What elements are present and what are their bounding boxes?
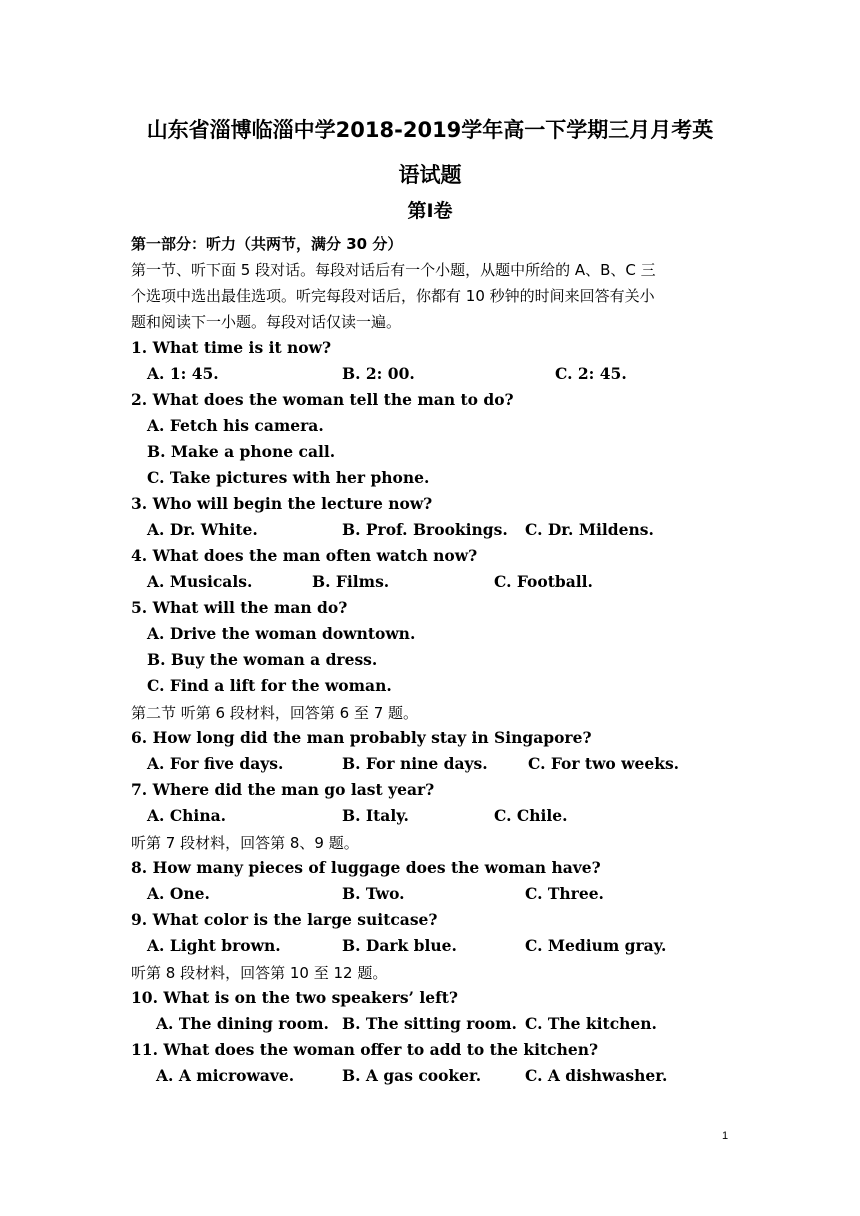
option-a: A. Light brown.	[147, 936, 281, 955]
question-text: 6. How long did the man probably stay in Singapore?	[131, 728, 592, 747]
option-b: B. For nine days.	[342, 754, 488, 773]
volume-heading: 第Ⅰ卷	[407, 200, 453, 222]
page-number: 1	[722, 1130, 729, 1142]
option-a: A. One.	[147, 884, 210, 903]
question-text: 4. What does the man often watch now?	[131, 546, 478, 565]
question-text: 7. Where did the man go last year?	[131, 780, 435, 799]
part-heading: 第一部分：听力（共两节，满分 30 分）	[131, 235, 403, 253]
option-b: B. Two.	[342, 884, 405, 903]
option-a: A. The dining room.	[156, 1014, 329, 1033]
option-b: B. Buy the woman a dress.	[147, 650, 378, 669]
question-text: 11. What does the woman offer to add to the kitchen?	[131, 1040, 599, 1059]
option-c: C. A dishwasher.	[525, 1066, 668, 1085]
option-c: C. Dr. Mildens.	[525, 520, 654, 539]
question-text: 9. What color is the large suitcase?	[131, 910, 438, 929]
option-b: B. A gas cooker.	[342, 1066, 482, 1085]
option-b: B. Italy.	[342, 806, 409, 825]
option-b: B. 2: 00.	[342, 364, 415, 383]
option-a: A. China.	[147, 806, 227, 825]
option-b: B. The sitting room.	[342, 1014, 517, 1033]
exam-title: 山东省淄博临淄中学2018-2019学年高一下学期三月月考英	[146, 118, 714, 142]
section-instructions: 个选项中选出最佳选项。听完每段对话后，你都有 10 秒钟的时间来回答有关小	[131, 287, 655, 305]
option-c: C. Medium gray.	[525, 936, 667, 955]
question-text: 1. What time is it now?	[131, 338, 332, 357]
question-text: 10. What is on the two speakers’ left?	[131, 988, 458, 1007]
question-text: 5. What will the man do?	[131, 598, 348, 617]
option-c: C. Chile.	[494, 806, 568, 825]
option-a: A. Drive the woman downtown.	[147, 624, 416, 643]
option-b: B. Make a phone call.	[147, 442, 336, 461]
option-a: A. Fetch his camera.	[147, 416, 324, 435]
option-a: A. Dr. White.	[147, 520, 258, 539]
option-b: B. Dark blue.	[342, 936, 457, 955]
option-c: C. Find a lift for the woman.	[147, 676, 392, 695]
option-b: B. Prof. Brookings.	[342, 520, 508, 539]
section-instructions: 听第 8 段材料，回答第 10 至 12 题。	[131, 964, 388, 982]
option-a: A. For five days.	[147, 754, 284, 773]
option-c: C. Three.	[525, 884, 604, 903]
option-a: A. 1: 45.	[147, 364, 219, 383]
exam-title-continued: 语试题	[398, 163, 462, 187]
option-c: C. For two weeks.	[528, 754, 680, 773]
option-c: C. 2: 45.	[555, 364, 627, 383]
section-instructions: 第一节、听下面 5 段对话。每段对话后有一个小题，从题中所给的 A、B、C 三	[131, 261, 656, 279]
question-text: 3. Who will begin the lecture now?	[131, 494, 433, 513]
question-text: 8. How many pieces of luggage does the woman have?	[131, 858, 601, 877]
section-instructions: 题和阅读下一小题。每段对话仅读一遍。	[131, 313, 402, 331]
section-instructions: 第二节 听第 6 段材料，回答第 6 至 7 题。	[131, 704, 419, 722]
option-c: C. Football.	[494, 572, 593, 591]
question-text: 2. What does the woman tell the man to do?	[131, 390, 514, 409]
section-instructions: 听第 7 段材料，回答第 8、9 题。	[131, 834, 359, 852]
option-a: A. Musicals.	[147, 572, 253, 591]
option-a: A. A microwave.	[156, 1066, 295, 1085]
option-c: C. The kitchen.	[525, 1014, 657, 1033]
option-b: B. Films.	[312, 572, 390, 591]
option-c: C. Take pictures with her phone.	[147, 468, 430, 487]
